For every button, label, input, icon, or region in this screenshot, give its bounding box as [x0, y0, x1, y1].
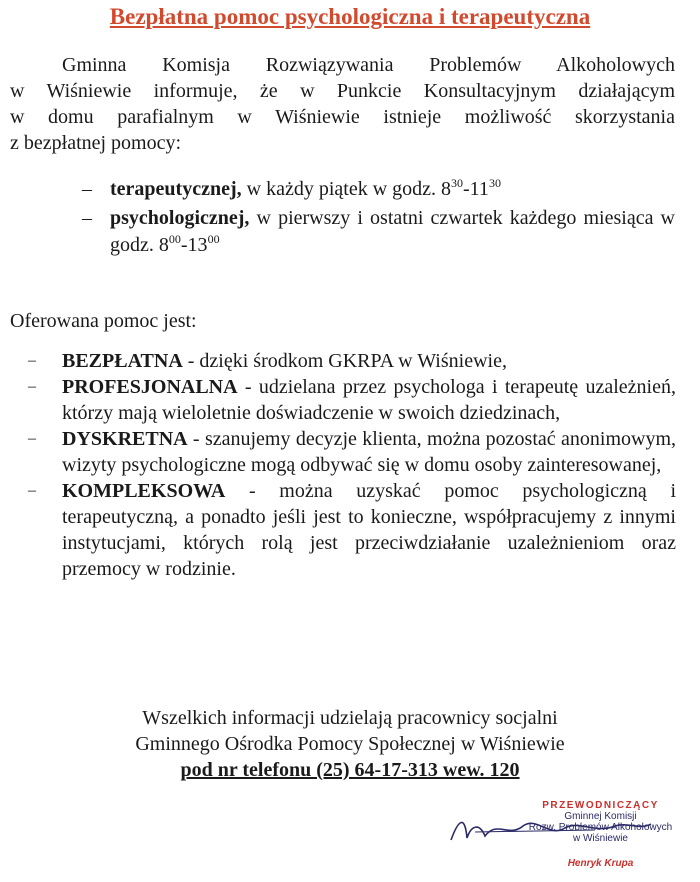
dash-bullet: –	[28, 352, 36, 369]
dash-bullet: –	[28, 482, 36, 499]
schedule-item-therapy	[82, 176, 675, 203]
dash-bullet: –	[28, 430, 36, 447]
therapy-sup-1: 30	[451, 176, 464, 190]
stamp-name: Henryk Krupa	[567, 858, 634, 869]
intro-line-2: w Wiśniewie informuje, że w Punkcie Konsultacyjnym działającym	[10, 80, 675, 102]
feature-label: BEZPŁATNA	[62, 350, 183, 372]
feature-item-professional	[28, 374, 676, 426]
phone-number: pod nr telefonu (25) 64-17-313 wew. 120	[180, 759, 520, 781]
therapy-text: w każdy piątek w godz. 8	[241, 178, 452, 200]
stamp-title: PRZEWODNICZĄCY	[542, 800, 659, 811]
therapy-sup-2: 30	[488, 176, 501, 190]
psych-label: psychologicznej,	[110, 207, 250, 229]
footer-line-1: Wszelkich informacji udzielają pracownicy socjalni	[142, 707, 558, 729]
stamp-line-2: Gminnej Komisji	[564, 811, 637, 822]
features-list	[28, 348, 676, 582]
psych-sup-1: 00	[168, 232, 181, 246]
feature-text: - udzielana przez psychologa i terapeutę uzależnień, którzy mają wieloletnie doświadczenie w swoich dziedzinach,	[62, 376, 676, 424]
footer-line-2: Gminnego Ośrodka Pomocy Społecznej w Wiśniewie	[135, 733, 565, 755]
feature-label: KOMPLEKSOWA	[62, 480, 226, 502]
stamp-line-4: w Wiśniewie	[572, 833, 628, 844]
feature-item-discreet	[28, 426, 676, 478]
psych-sup-2: 00	[207, 232, 220, 246]
schedule-item-psych	[82, 205, 675, 259]
feature-text: - można uzyskać pomoc psychologiczną i terapeutyczną, a ponadto jeśli jest to konieczne, współpracujemy z innymi instytucjami, których rolą jest przeciwdziałanie uzależnieniom oraz przemocy w rodzinie.	[62, 480, 676, 580]
feature-label: PROFESJONALNA	[62, 376, 238, 398]
therapy-mid: -11	[463, 178, 489, 200]
stamp-line-3: Rozw. Problemów Alkoholowych	[528, 822, 673, 833]
intro-line-4: z bezpłatnej pomocy:	[10, 132, 182, 154]
offered-label: Oferowana pomoc jest:	[10, 310, 197, 332]
dash-bullet: –	[82, 178, 92, 200]
therapy-label: terapeutycznej,	[110, 178, 242, 200]
feature-text: - dzięki środkom GKRPA w Wiśniewie,	[182, 350, 507, 372]
schedule-list	[82, 176, 675, 261]
intro-line-3: w domu parafialnym w Wiśniewie istnieje możliwość skorzystania	[10, 106, 675, 128]
official-stamp	[508, 800, 693, 869]
feature-label: DYSKRETNA	[62, 428, 188, 450]
page-title: Bezpłatna pomoc psychologiczna i terapeutyczna	[109, 4, 591, 29]
dash-bullet: –	[28, 378, 36, 395]
feature-text: - szanujemy decyzje klienta, można pozostać anonimowym, wizyty psychologiczne mogą odbywać się w domu osoby zainteresowanej,	[62, 428, 676, 476]
psych-text: w pierwszy i ostatni czwartek każdego miesiąca w godz. 8	[110, 207, 675, 256]
dash-bullet: –	[82, 207, 92, 229]
contact-footer	[0, 705, 700, 783]
intro-line-1: Gminna Komisja Rozwiązywania Problemów Alkoholowych	[62, 54, 675, 76]
intro-paragraph	[10, 52, 675, 156]
psych-mid: -13	[180, 234, 208, 256]
feature-item-free	[28, 348, 676, 374]
feature-item-comprehensive	[28, 478, 676, 582]
